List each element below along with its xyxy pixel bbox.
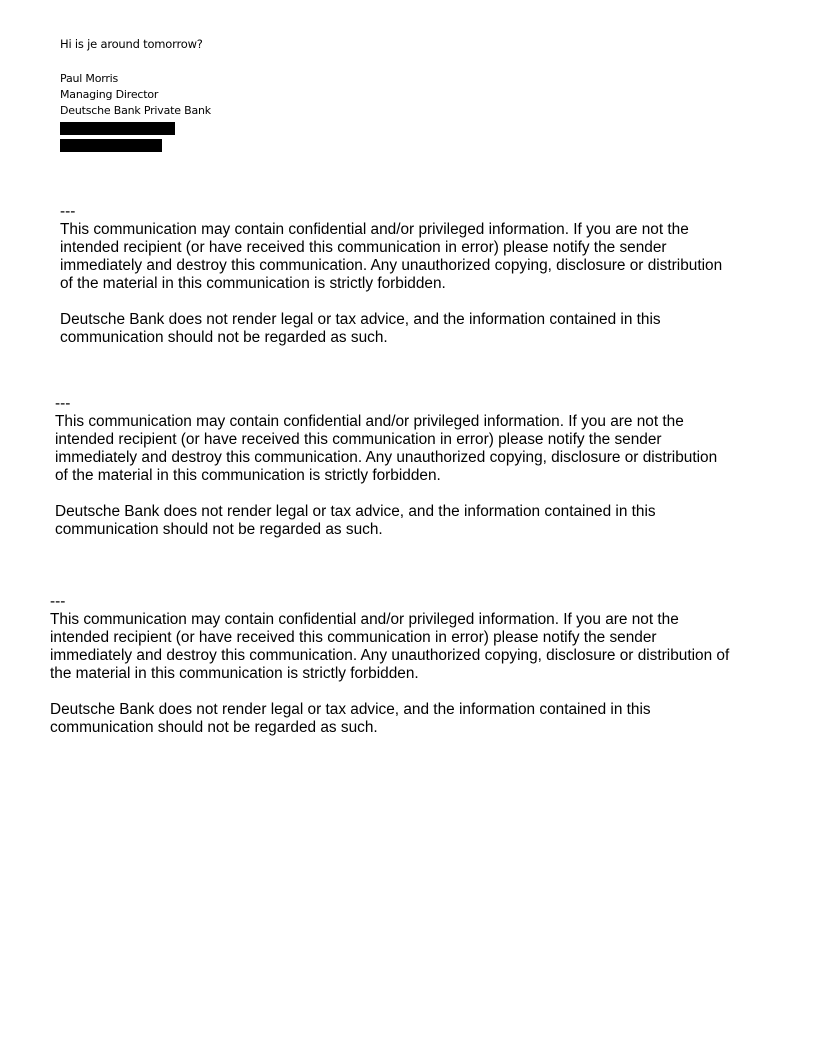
message-body: Hi is je around tomorrow? [60,37,203,51]
disclaimer-line: Deutsche Bank does not render legal or tax advice, and the information contained in this [60,311,661,328]
separator: --- [60,203,76,220]
disclaimer-line: immediately and destroy this communication. Any unauthorized copying, disclosure or distribution [60,257,723,274]
disclaimer-line: the material in this communication is strictly forbidden. [50,665,419,682]
disclaimer-line: intended recipient (or have received this communication in error) please notify the sender [55,431,662,448]
separator: --- [55,395,71,412]
redaction-block [60,139,162,152]
disclaimer-line: communication should not be regarded as such. [55,521,383,538]
disclaimer-line: This communication may contain confidential and/or privileged information. If you are not the [55,413,684,430]
disclaimer-line: of the material in this communication is strictly forbidden. [55,467,441,484]
signature-title: Managing Director [60,88,159,101]
disclaimer-line: Deutsche Bank does not render legal or tax advice, and the information contained in this [55,503,656,520]
disclaimer-block [50,593,790,737]
disclaimer-line: immediately and destroy this communication. Any unauthorized copying, disclosure or distribution [55,449,718,466]
disclaimer-line: immediately and destroy this communication. Any unauthorized copying, disclosure or distribution of [50,647,730,664]
separator: --- [50,593,66,610]
disclaimer-line: communication should not be regarded as such. [50,719,378,736]
disclaimer-line: intended recipient (or have received this communication in error) please notify the sender [60,239,667,256]
disclaimer-line: Deutsche Bank does not render legal or tax advice, and the information contained in this [50,701,651,718]
disclaimer-line: This communication may contain confidential and/or privileged information. If you are not the [60,221,689,238]
disclaimer-line: of the material in this communication is strictly forbidden. [60,275,446,292]
redaction-block [60,122,175,135]
signature-name: Paul Morris [60,72,119,85]
disclaimer-line: intended recipient (or have received this communication in error) please notify the sender [50,629,657,646]
disclaimer-line: communication should not be regarded as such. [60,329,388,346]
disclaimer-block [60,203,780,347]
disclaimer-block [55,395,775,539]
disclaimer-line: This communication may contain confidential and/or privileged information. If you are not the [50,611,679,628]
signature-company: Deutsche Bank Private Bank [60,104,211,117]
